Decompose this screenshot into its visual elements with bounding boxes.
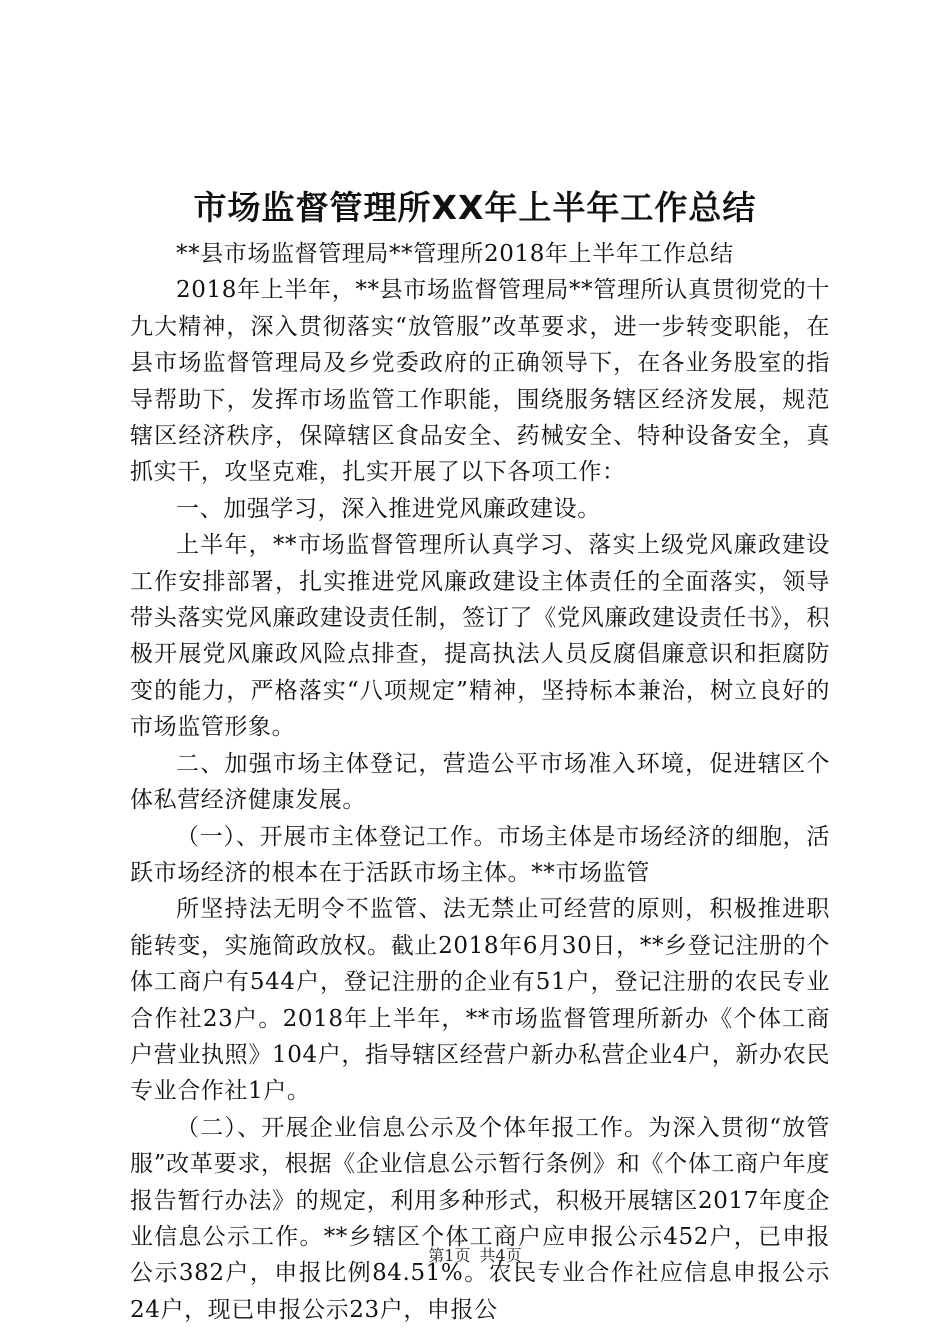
paragraph-subsection-2: （二）、开展企业信息公示及个体年报工作。为深入贯彻“放管服”改革要求，根据《企业信息公示暂行条例》和《个体工商户年度报告暂行办法》的规定，利用多种形式，积极开展辖区2017年度企业信息公示工作。**乡辖区个体工商户应申报公示452户，已申报公示382户，申报比例84.51%。农民专业合作社应信息申报公示24户，现已申报公示23户，申报公 [130,1114,830,1323]
paragraph-subtitle: **县市场监督管理局**管理所2018年上半年工作总结 [176,241,734,267]
paragraph-section-1: 上半年，**市场监督管理所认真学习、落实上级党风廉政建设工作安排部署，扎实推进党风廉政建设主体责任的全面落实，领导带头落实党风廉政建设责任制，签订了《党风廉政建设责任书》，积极开展党风廉政风险点排查，提高执法人员反腐倡廉意识和拒腐防变的能力，严格落实“八项规定”精神，坚持标本兼治，树立良好的市场监管形象。 [130,532,830,741]
page-footer [0,1243,950,1266]
document-title: 市场监督管理所XX年上半年工作总结 [193,188,757,227]
document-body [130,236,830,1328]
section-heading-2: 二、加强市场主体登记，营造公平市场准入环境，促进辖区个体私营经济健康发展。 [130,750,830,814]
section-heading-1: 一、加强学习，深入推进党风廉政建设。 [176,495,601,522]
page-number: 第1页 [428,1246,471,1265]
paragraph-intro: 2018年上半年，**县市场监督管理局**管理所认真贯彻党的十九大精神，深入贯彻落实“放管服”改革要求，进一步转变职能，在县市场监督管理局及乡党委政府的正确领导下，在各业务股室的指导帮助下，发挥市场监管工作职能，围绕服务辖区经济发展，规范辖区经济秩序，保障辖区食品安全、药械安全、特种设备安全，真抓实干，攻坚克难，扎实开展了以下各项工作： [130,277,830,486]
page-total: 共4页 [479,1246,522,1265]
paragraph-subsection-1-cont: 所坚持法无明令不监管、法无禁止可经营的原则，积极推进职能转变，实施简政放权。截止2018年6月30日，**乡登记注册的个体工商户有544户，登记注册的企业有51户，登记注册的农民专业合作社23户。2018年上半年，**市场监督管理所新办《个体工商户营业执照》104户，指导辖区经营户新办私营企业4户，新办农民专业合作社1户。 [130,896,830,1105]
paragraph-subsection-1: （一）、开展市主体登记工作。市场主体是市场经济的细胞，活跃市场经济的根本在于活跃市场主体。**市场监管 [130,823,830,886]
